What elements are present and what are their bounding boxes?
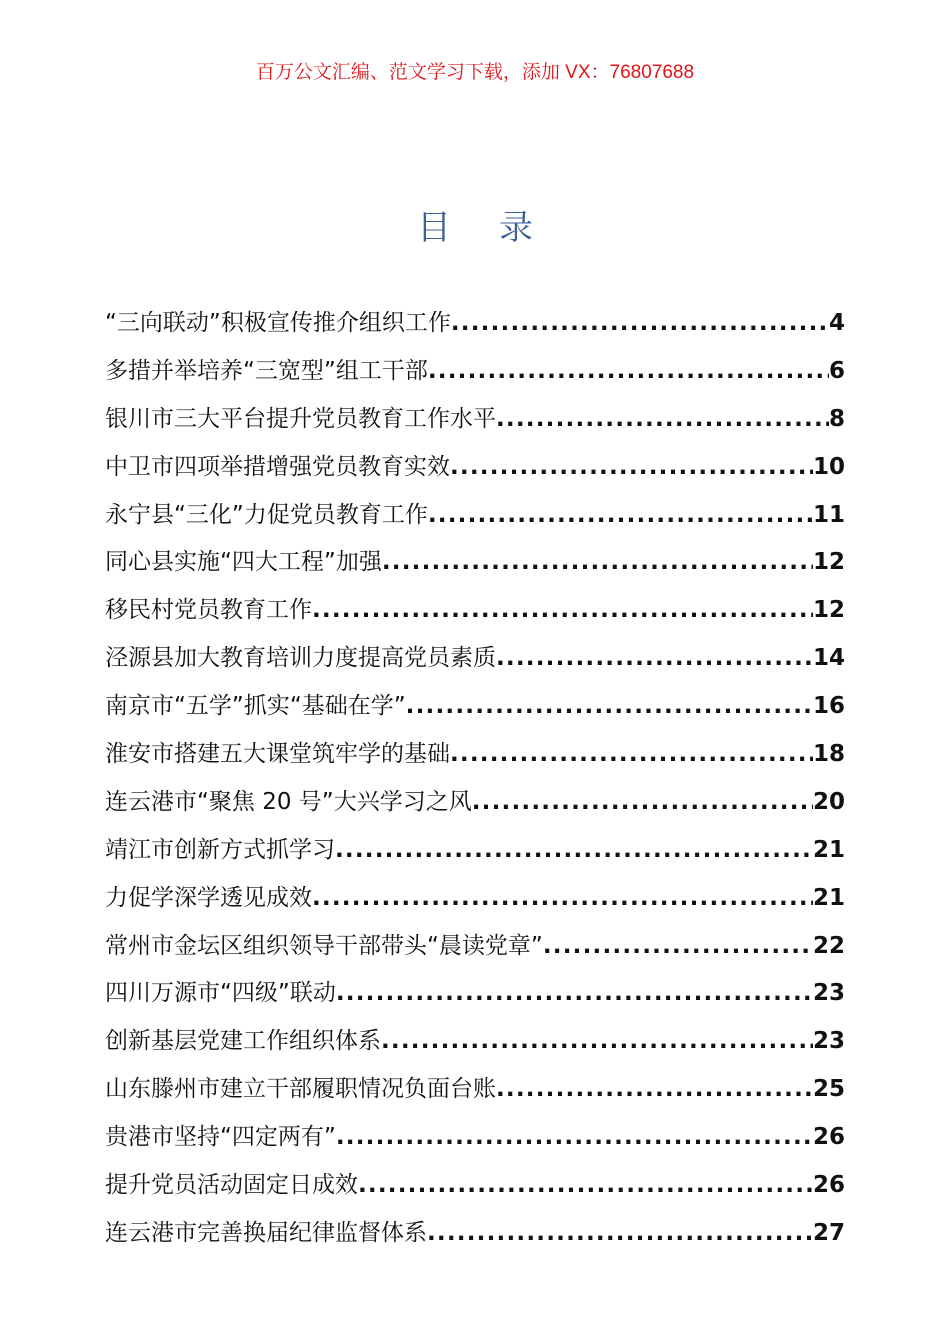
dot-leader <box>312 597 813 623</box>
toc-entry-title: 创新基层党建工作组织体系 <box>105 1028 381 1055</box>
toc-entry-title: 银川市三大平台提升党员教育工作水平 <box>105 405 496 432</box>
toc-entry-title: 南京市“五学”抓实“基础在学” <box>105 693 406 720</box>
title-char: 目 <box>417 208 451 248</box>
toc-entry[interactable] <box>105 400 845 448</box>
toc-entry[interactable] <box>105 687 845 735</box>
toc-entry-title: 多措并举培养“三宽型”组工干部 <box>105 357 428 384</box>
toc-entry-page: 22 <box>812 932 845 959</box>
toc-entry[interactable] <box>105 496 845 544</box>
toc-entry-title: 永宁县“三化”力促党员教育工作 <box>105 501 428 528</box>
toc-entry-page: 12 <box>812 549 845 576</box>
toc-entry-page: 18 <box>812 741 845 768</box>
dot-leader <box>428 358 829 384</box>
toc-entry-title: 四川万源市“四级”联动 <box>105 980 336 1007</box>
toc-entry-page: 21 <box>812 836 845 863</box>
toc-entry-page: 10 <box>812 453 845 480</box>
toc-entry[interactable] <box>105 304 845 352</box>
toc-entry-title: 靖江市创新方式抓学习 <box>105 836 335 863</box>
toc-entry-title: 移民村党员教育工作 <box>105 597 312 624</box>
toc-entry[interactable] <box>105 448 845 496</box>
dot-leader <box>381 1028 813 1054</box>
toc-entry-page: 27 <box>812 1219 845 1246</box>
toc-entry[interactable] <box>105 783 845 831</box>
dot-leader <box>496 406 829 432</box>
toc-entry-title: 提升党员活动固定日成效 <box>105 1172 358 1199</box>
dot-leader <box>427 1220 813 1246</box>
toc-entry[interactable] <box>105 1118 845 1166</box>
toc-entry-page: 4 <box>828 310 845 336</box>
toc-entry-title: “三向联动”积极宣传推介组织工作 <box>105 310 451 336</box>
toc-entry-page: 21 <box>812 884 845 911</box>
toc-entry[interactable] <box>105 831 845 879</box>
dot-leader <box>406 693 813 719</box>
dot-leader <box>451 310 829 336</box>
toc-entry-title: 中卫市四项举措增强党员教育实效 <box>105 453 450 480</box>
toc-entry-title: 连云港市“聚焦 20 号”大兴学习之风 <box>105 788 472 815</box>
toc-entry-title: 淮安市搭建五大课堂筑牢学的基础 <box>105 741 450 768</box>
toc-entry-page: 23 <box>812 1028 845 1055</box>
toc-entry-page: 26 <box>812 1124 845 1151</box>
toc-entry-title: 山东滕州市建立干部履职情况负面台账 <box>105 1076 496 1103</box>
download-notice: 百万公文汇编、范文学习下载，添加 VX：76807688 <box>255 62 695 83</box>
toc-entry[interactable] <box>105 591 845 639</box>
toc-entry-page: 26 <box>812 1172 845 1199</box>
toc-entry[interactable] <box>105 1022 845 1070</box>
toc-entry-title: 贵港市坚持“四定两有” <box>105 1124 336 1151</box>
toc-entry[interactable] <box>105 1214 845 1262</box>
toc-entry-title: 连云港市完善换届纪律监督体系 <box>105 1219 427 1246</box>
dot-leader <box>450 741 813 767</box>
dot-leader <box>336 1124 813 1150</box>
toc-entry[interactable] <box>105 352 845 400</box>
toc-entry[interactable] <box>105 1070 845 1118</box>
dot-leader <box>358 1172 813 1198</box>
dot-leader <box>312 885 813 911</box>
table-of-contents <box>105 304 845 1262</box>
dot-leader <box>450 454 813 480</box>
dot-leader <box>335 837 813 863</box>
dot-leader <box>428 502 813 528</box>
toc-entry-title: 泾源县加大教育培训力度提高党员素质 <box>105 645 496 672</box>
title-char: 录 <box>499 208 533 248</box>
toc-entry[interactable] <box>105 974 845 1022</box>
toc-entry[interactable] <box>105 735 845 783</box>
toc-entry-page: 11 <box>812 501 845 528</box>
dot-leader <box>543 933 813 959</box>
toc-entry-page: 20 <box>812 788 845 815</box>
toc-entry[interactable] <box>105 927 845 975</box>
dot-leader <box>472 789 813 815</box>
toc-entry-page: 14 <box>812 645 845 672</box>
dot-leader <box>336 980 813 1006</box>
toc-entry-page: 6 <box>828 357 845 384</box>
toc-entry-page: 25 <box>812 1076 845 1103</box>
page-title <box>0 200 950 249</box>
toc-entry-page: 12 <box>812 597 845 624</box>
dot-leader <box>496 1076 813 1102</box>
toc-entry-page: 23 <box>812 980 845 1007</box>
toc-entry-page: 16 <box>812 693 845 720</box>
toc-entry-title: 力促学深学透见成效 <box>105 884 312 911</box>
toc-entry[interactable] <box>105 543 845 591</box>
toc-entry[interactable] <box>105 1166 845 1214</box>
toc-entry-page: 8 <box>828 405 845 432</box>
dot-leader <box>496 645 813 671</box>
toc-entry[interactable] <box>105 639 845 687</box>
toc-entry-title: 常州市金坛区组织领导干部带头“晨读党章” <box>105 932 543 959</box>
toc-entry[interactable] <box>105 879 845 927</box>
dot-leader <box>382 549 813 575</box>
toc-entry-title: 同心县实施“四大工程”加强 <box>105 549 382 576</box>
